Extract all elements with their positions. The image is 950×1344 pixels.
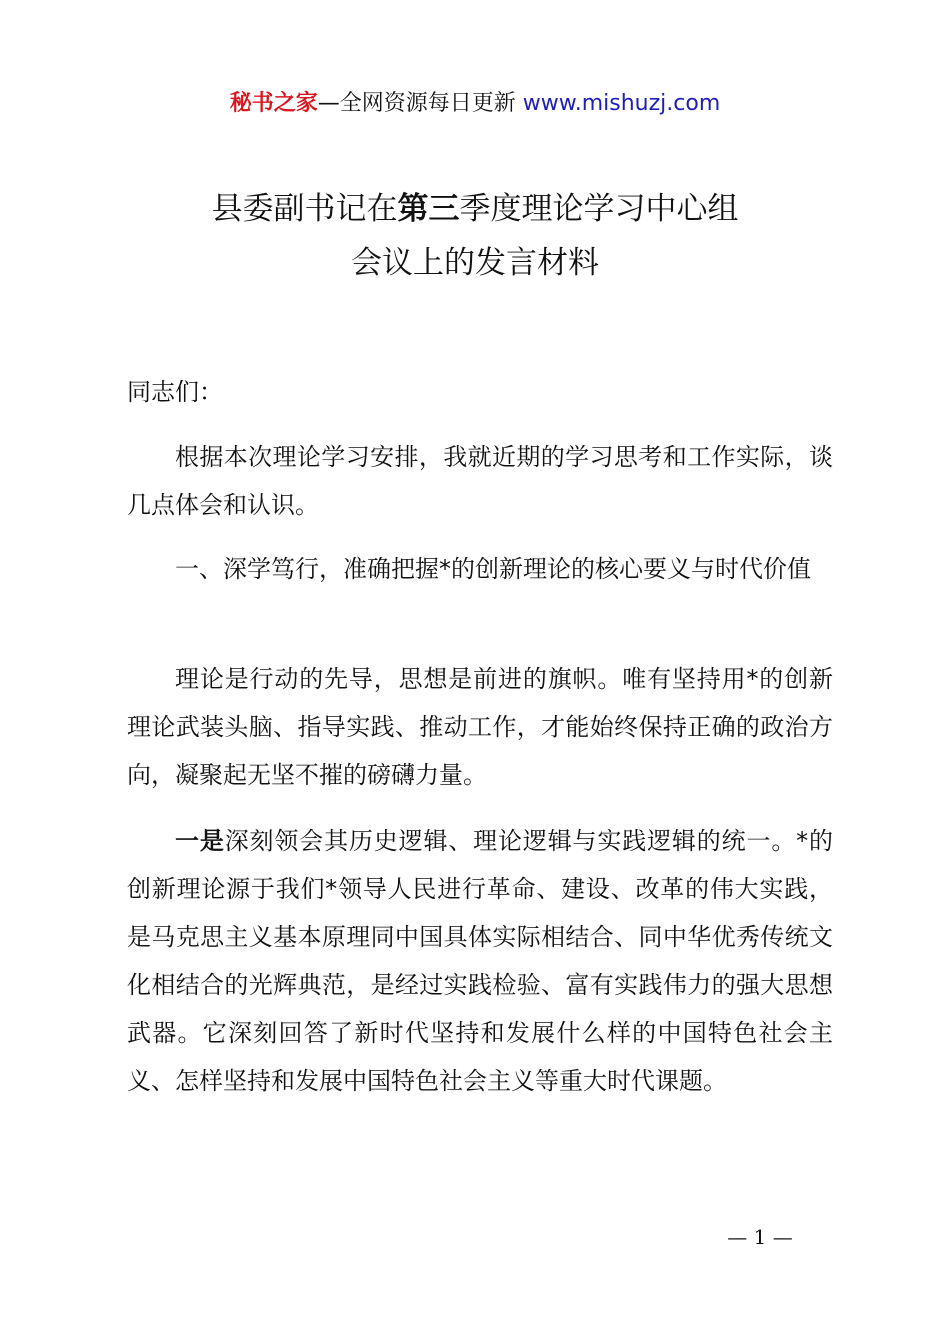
site-url-link[interactable]: www.mishuzj.com — [522, 91, 721, 116]
document-title — [0, 182, 950, 290]
point-1-lead: 一是 — [175, 827, 225, 855]
intro-paragraph: 根据本次理论学习安排，我就近期的学习思考和工作实际，谈几点体会和认识。 — [127, 443, 833, 519]
point-1-text: 深刻领会其历史逻辑、理论逻辑与实践逻辑的统一。*的创新理论源于我们*领导人民进行革命、建设、改革的伟大实践，是马克思主义基本原理同中国具体实际相结合、同中华优秀传统文化相结合的光辉典范，是经过实践检验、富有实践伟力的强大思想武器。它深刻回答了新时代坚持和发展什么样的中国特色社会主义、怎样坚持和发展中国特色社会主义等重大时代课题。 — [127, 827, 834, 1095]
title-line-1-post: 季度理论学习中心组 — [459, 191, 739, 227]
title-line-2: 会议上的发言材料 — [351, 245, 599, 281]
section-1-paragraph: 理论是行动的先导，思想是前进的旗帜。唯有坚持用*的创新理论武装头脑、指导实践、推动工作，才能始终保持正确的政治方向，凝聚起无坚不摧的磅礴力量。 — [127, 665, 833, 789]
title-line-1-pre: 县委副书记在 — [211, 191, 398, 227]
title-line-1-bold: 第三 — [397, 191, 460, 227]
title-line-1 — [0, 182, 950, 236]
header-tagline: —全网资源每日更新 — [317, 91, 516, 116]
brand-name: 秘书之家 — [229, 91, 318, 116]
salutation: 同志们： — [127, 378, 223, 406]
page-number: — 1 — — [727, 1225, 793, 1249]
site-header — [0, 86, 950, 122]
section-1-heading: 一、深学笃行，准确把握*的创新理论的核心要义与时代价值 — [175, 555, 811, 583]
point-1-paragraph — [127, 817, 833, 1105]
